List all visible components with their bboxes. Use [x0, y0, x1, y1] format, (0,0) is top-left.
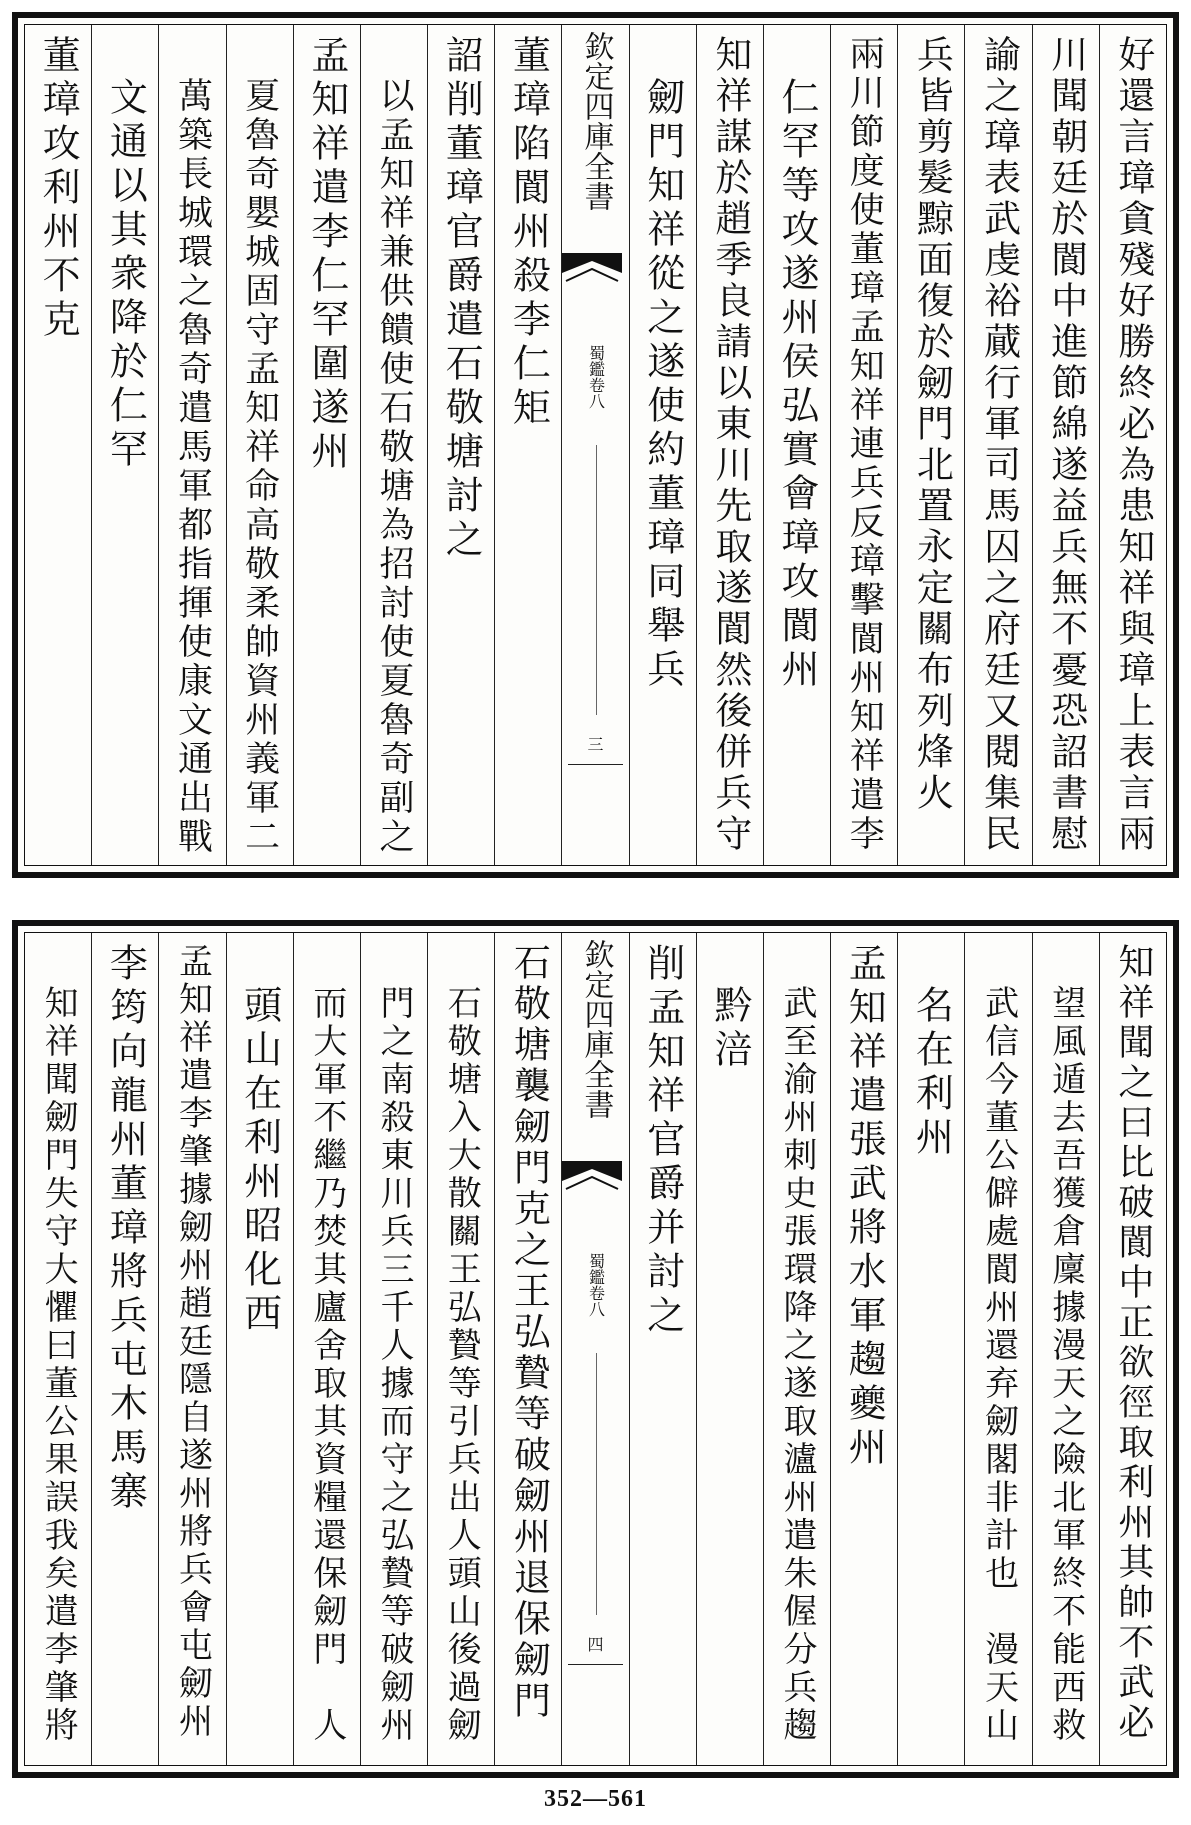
bottom-page-columns — [25, 933, 1166, 1765]
center-guide-line — [596, 1353, 597, 1615]
text-column — [427, 933, 494, 1765]
text-column — [226, 25, 293, 865]
center-guide-line — [596, 445, 597, 715]
text-column — [830, 25, 897, 865]
text-column — [25, 25, 91, 865]
text-column — [494, 933, 561, 1765]
text-column — [91, 933, 158, 1765]
text-column — [91, 25, 158, 865]
text-column — [897, 25, 964, 865]
column-text: 石敬塘入大散關王弘贄等引兵出人頭山後過劒 — [441, 985, 482, 1745]
column-text: 削孟知祥官爵并討之 — [640, 943, 685, 1339]
column-text: 頭山在利州昭化西 — [237, 985, 282, 1337]
column-text: 知祥聞之曰比破閬中正欲徑取利州其帥不武必 — [1112, 943, 1154, 1743]
text-column — [1099, 933, 1166, 1765]
column-text: 而大軍不繼乃焚其廬舍取其資糧還保劒門 人 — [306, 985, 347, 1745]
column-text: 董璋攻利州不克 — [36, 35, 81, 343]
top-page-frame — [24, 24, 1167, 866]
page-number-rule — [568, 764, 622, 766]
text-column — [696, 933, 763, 1765]
bottom-page — [12, 920, 1179, 1778]
text-column — [494, 25, 561, 865]
column-text: 望風遁去吾獲倉廩據漫天之險北軍終不能西救 — [1045, 985, 1086, 1745]
volume-number: 卷八 — [586, 377, 606, 409]
text-column — [427, 25, 494, 865]
volume-number: 卷八 — [586, 1285, 606, 1317]
column-text: 兵皆剪髮黥面復於劒門北置永定關布列烽火 — [910, 35, 954, 814]
column-text: 石敬塘襲劒門克之王弘贄等破劒州退保劒門 — [507, 943, 551, 1722]
column-text: 武信今董公僻處閬州還弃劒閣非計也 漫天山 — [978, 985, 1019, 1745]
text-column — [293, 933, 360, 1765]
volume-label — [587, 1253, 605, 1317]
column-text: 以孟知祥兼供饋使石敬塘為招討使夏魯奇副之 — [374, 77, 415, 857]
text-column — [763, 25, 830, 865]
column-text: 名在利州 — [909, 985, 954, 1161]
fishtail-mark-icon — [562, 253, 622, 287]
text-column — [897, 933, 964, 1765]
text-column — [629, 933, 696, 1765]
column-text: 仁罕等攻遂州侯弘實會璋攻閬州 — [775, 77, 820, 693]
center-column — [561, 933, 628, 1765]
text-column — [1099, 25, 1166, 865]
column-text: 孟知祥遣張武將水軍趨夔州 — [842, 943, 887, 1471]
text-column — [763, 933, 830, 1765]
page-footer-number: 352—561 — [544, 1786, 647, 1812]
column-text: 黔涪 — [707, 985, 752, 1073]
volume-label — [587, 345, 605, 409]
leaf-number: 三 — [587, 735, 604, 754]
book-title: 欽定四庫全書 — [578, 31, 614, 211]
page-number-rule — [568, 1664, 622, 1666]
text-column — [293, 25, 360, 865]
column-text: 川聞朝廷於閬中進節綿遂益兵無不憂恐詔書慰 — [1044, 35, 1088, 855]
column-text: 萬築長城環之魯奇遣馬軍都指揮使康文通出戰 — [172, 77, 213, 857]
text-column — [830, 933, 897, 1765]
text-column — [360, 25, 427, 865]
text-column — [360, 933, 427, 1765]
text-column — [1032, 933, 1099, 1765]
column-text: 詔削董璋官爵遣石敬塘討之 — [439, 35, 484, 563]
column-text: 董璋陷閬州殺李仁矩 — [506, 35, 551, 431]
bottom-page-frame — [24, 932, 1167, 1766]
column-text: 兩川節度使董璋孟知祥連兵反璋擊閬州知祥遣李 — [844, 35, 885, 854]
column-text: 好還言璋貪殘好勝終必為患知祥與璋上表言兩 — [1111, 35, 1155, 855]
text-column — [226, 933, 293, 1765]
fishtail-mark-icon — [562, 1161, 622, 1195]
column-text: 劒門知祥從之遂使約董璋同舉兵 — [640, 77, 685, 693]
text-column — [696, 25, 763, 865]
column-text: 諭之璋表武虔裕蕆行軍司馬囚之府廷又閱集民 — [977, 35, 1021, 855]
center-column — [561, 25, 628, 865]
column-text: 孟知祥遣李肇據劒州趙廷隱自遂州將兵會屯劒州 — [172, 943, 213, 1741]
top-page — [12, 12, 1179, 878]
book-title: 欽定四庫全書 — [578, 939, 614, 1119]
text-column — [25, 933, 91, 1765]
book-subtitle: 蜀鑑 — [586, 345, 606, 377]
text-column — [158, 25, 225, 865]
top-page-columns — [25, 25, 1166, 865]
column-text: 李筠向龍州董璋將兵屯木馬寨 — [103, 943, 148, 1515]
text-column — [629, 25, 696, 865]
leaf-number: 四 — [587, 1635, 604, 1654]
column-text: 知祥聞劒門失守大懼曰董公果誤我矣遣李肇將 — [38, 985, 79, 1745]
column-text: 門之南殺東川兵三千人據而守之弘贄等破劒州 — [374, 985, 415, 1745]
column-text: 孟知祥遣李仁罕圍遂州 — [304, 35, 349, 475]
column-text: 武至渝州刺史張環降之遂取瀘州遣朱偓分兵趨 — [777, 985, 818, 1745]
column-text: 知祥謀於趙季良請以東川先取遂閬然後併兵守 — [708, 35, 752, 855]
book-subtitle: 蜀鑑 — [586, 1253, 606, 1285]
column-text: 夏魯奇嬰城固守孟知祥命高敬柔帥資州義軍二 — [239, 77, 280, 857]
text-column — [964, 933, 1031, 1765]
text-column — [158, 933, 225, 1765]
text-column — [964, 25, 1031, 865]
column-text: 文通以其衆降於仁罕 — [103, 77, 148, 473]
text-column — [1032, 25, 1099, 865]
